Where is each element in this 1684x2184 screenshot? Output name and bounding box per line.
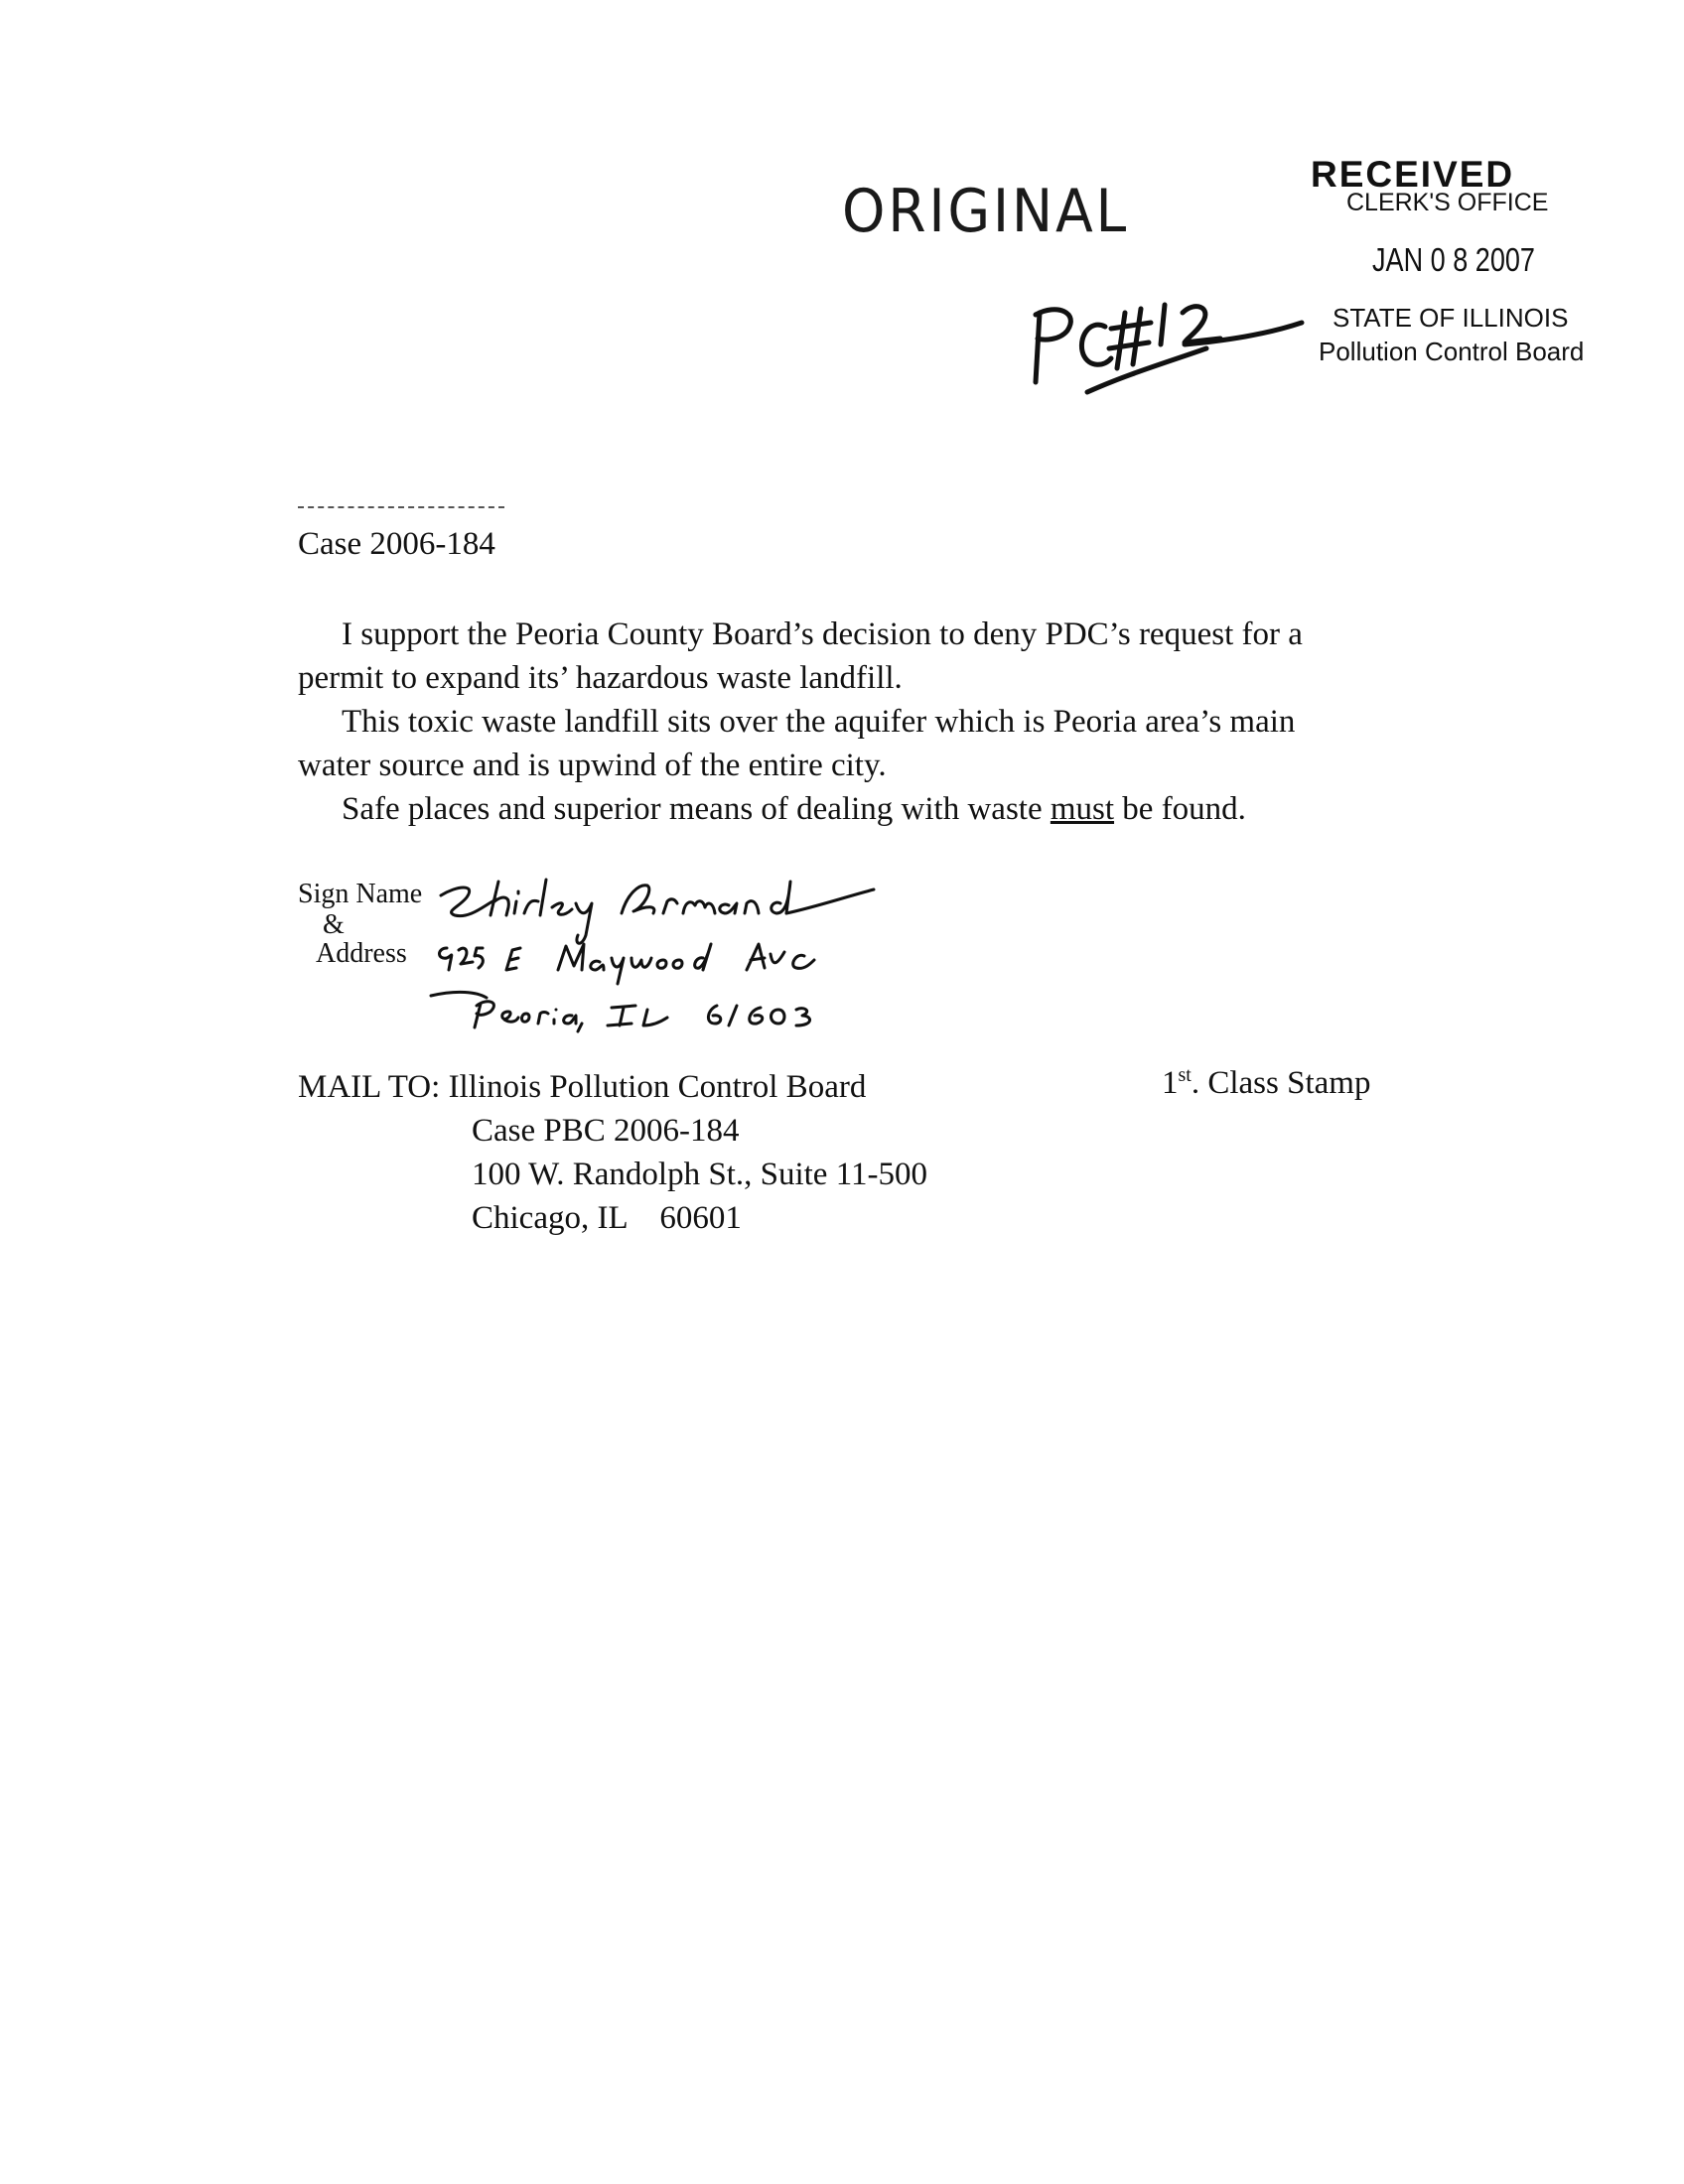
sign-name-label: Sign Name — [298, 879, 423, 909]
clerks-office-label: CLERK'S OFFICE — [1346, 189, 1549, 216]
original-stamp: ORIGINAL — [842, 177, 1130, 246]
handwritten-pc-mark — [1018, 283, 1306, 402]
conclusion-text-before: Safe places and superior means of dealing with waste — [342, 791, 1051, 827]
postage-class-suffix: st — [1178, 1064, 1192, 1086]
mail-street-line: 100 W. Randolph St., Suite 11-500 — [472, 1157, 927, 1192]
mail-to-label: MAIL TO: — [298, 1069, 441, 1105]
postage-note — [1162, 1065, 1370, 1102]
postage-class-text: . Class Stamp — [1191, 1065, 1371, 1101]
paragraph-line: I support the Peoria County Board’s decision to deny PDC’s request for a — [342, 616, 1303, 652]
dashed-rule — [298, 506, 504, 508]
handwritten-address — [427, 928, 943, 1037]
case-number: Case 2006-184 — [298, 526, 495, 562]
paragraph-aquifer — [298, 700, 1529, 787]
mail-to-block — [298, 1065, 866, 1109]
address-label: Address — [316, 938, 407, 969]
mail-case-line: Case PBC 2006-184 — [472, 1113, 740, 1149]
mail-address-lines — [472, 1109, 927, 1240]
paragraph-line: water source and is upwind of the entire city. — [298, 748, 887, 783]
received-date: JAN 0 8 2007 — [1372, 241, 1535, 278]
postage-class-number: 1 — [1162, 1065, 1179, 1101]
paragraph-line — [298, 787, 1529, 831]
conclusion-text-after: be found. — [1114, 791, 1246, 827]
ampersand-label: & — [323, 909, 345, 940]
mail-city-line: Chicago, IL 60601 — [472, 1200, 742, 1236]
received-stamp-title: RECEIVED — [1311, 154, 1515, 195]
paragraph-line: This toxic waste landfill sits over the aquifer which is Peoria area’s main — [342, 704, 1296, 740]
paragraph-line: permit to expand its’ hazardous waste landfill. — [298, 660, 903, 696]
emphasis-must: must — [1050, 791, 1115, 827]
mail-recipient: Illinois Pollution Control Board — [448, 1069, 867, 1105]
paragraph-support — [298, 613, 1529, 700]
paragraph-conclusion — [298, 787, 1529, 831]
state-label: STATE OF ILLINOIS — [1333, 303, 1569, 333]
board-label: Pollution Control Board — [1319, 337, 1585, 366]
